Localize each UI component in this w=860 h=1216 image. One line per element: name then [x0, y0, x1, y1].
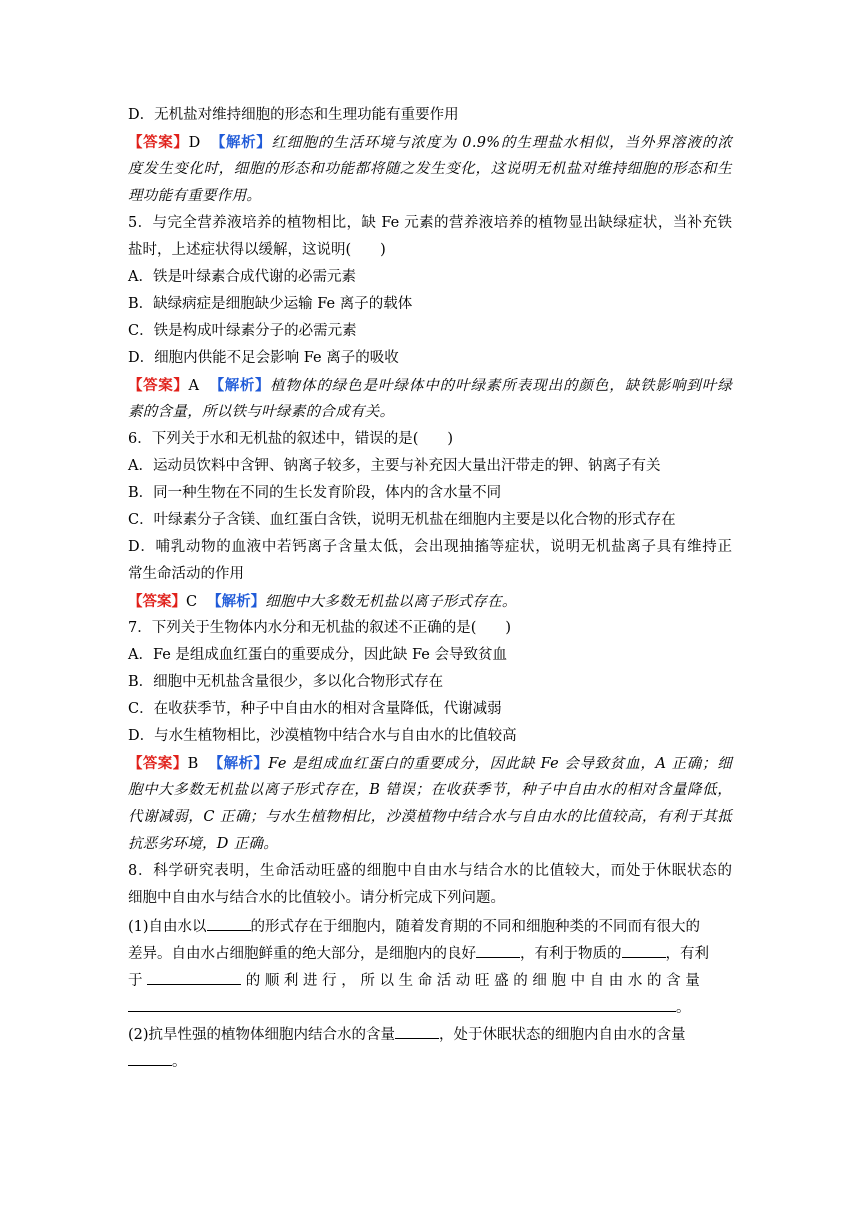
analysis-label: 【解析】 — [207, 593, 266, 610]
analysis-label: 【解析】 — [208, 377, 271, 394]
text-line — [128, 480, 732, 507]
text-line — [128, 345, 732, 372]
line-text: 8．科学研究表明，生命活动旺盛的细胞中自由水与结合水的比值较大，而处于休眠状态的 — [128, 863, 732, 879]
analysis-text: 代谢减弱，C 正确；与水生植物相比，沙漠植物中结合水与自由水的比值较高，有利于其抵 — [128, 809, 732, 825]
answer-blank[interactable] — [147, 966, 241, 985]
analysis-text: 抗恶劣环境，D 正确。 — [128, 836, 279, 852]
text-line — [128, 777, 732, 804]
answer-label: 【答案】 — [128, 134, 189, 151]
text-line — [128, 156, 732, 183]
text-line — [128, 453, 732, 480]
text-line — [128, 210, 732, 237]
analysis-text: Fe 是组成血红蛋白的重要成分，因此缺 Fe 会导致贫血，A 正确；细 — [268, 756, 733, 772]
text-line — [128, 399, 732, 426]
q8-line-1: (1)自由水以 的形式存在于细胞内，随着发育期的不同和细胞种类的不同而有很大的 — [128, 912, 732, 939]
text-line — [128, 183, 732, 210]
answer-value: B — [187, 756, 199, 772]
q8-line-3: 于 的 顺 利 进 行 ， 所 以 生 命 活 动 旺 盛 的 细 胞 中 自 由 水 的 含 量 — [128, 966, 732, 993]
answer-blank[interactable] — [622, 939, 666, 958]
line-text: B．缺绿病症是细胞缺少运输 Fe 离子的载体 — [128, 296, 413, 312]
answer-label: 【答案】 — [128, 593, 186, 610]
text-line — [128, 615, 732, 642]
text-line — [128, 426, 732, 453]
line-text: D．与水生植物相比，沙漠植物中结合水与自由水的比值较高 — [128, 728, 517, 744]
analysis-text: 胞中大多数无机盐以离子形式存在，B 错误；在收获季节，种子中自由水的相对含量降低， — [128, 782, 732, 798]
question-8-fill-blanks — [128, 912, 732, 1074]
answer-blank[interactable] — [128, 1047, 172, 1066]
line-text: B．细胞中无机盐含量很少，多以化合物形式存在 — [128, 674, 444, 690]
line-text: B．同一种生物在不同的生长发育阶段，体内的含水量不同 — [128, 485, 502, 501]
line-text: C．叶绿素分子含镁、血红蛋白含铁，说明无机盐在细胞内主要是以化合物的形式存在 — [128, 512, 676, 528]
analysis-label: 【解析】 — [208, 755, 269, 772]
analysis-text: 素的含量，所以铁与叶绿素的合成有关。 — [128, 404, 395, 420]
answer-label: 【答案】 — [128, 755, 188, 772]
q8-line-6: 。 — [128, 1047, 732, 1074]
answer-blank[interactable] — [207, 912, 251, 931]
answer-blank[interactable] — [476, 939, 520, 958]
text-line — [128, 264, 732, 291]
answer-value: D — [188, 135, 201, 151]
text-line — [128, 858, 732, 885]
text-line — [128, 588, 732, 615]
analysis-text: 度发生变化时，细胞的形态和功能都将随之发生变化，这说明无机盐对维持细胞的形态和生 — [128, 161, 732, 177]
line-text: D．细胞内供能不足会影响 Fe 离子的吸收 — [128, 350, 399, 366]
text-line — [128, 696, 732, 723]
line-text: 常生命活动的作用 — [128, 566, 244, 582]
question-text-block — [128, 102, 732, 912]
text-line — [128, 291, 732, 318]
line-text: C．在收获季节，种子中自由水的相对含量降低，代谢减弱 — [128, 701, 502, 717]
line-text: 细胞中自由水与结合水的比值较小。请分析完成下列问题。 — [128, 890, 505, 906]
line-text: D．无机盐对维持细胞的形态和生理功能有重要作用 — [128, 107, 459, 123]
line-text: 5．与完全营养液培养的植物相比，缺 Fe 元素的营养液培养的植物显出缺绿症状，当补充铁 — [128, 215, 732, 231]
analysis-text: 红细胞的生活环境与浓度为 0.9%的生理盐水相似，当外界溶液的浓 — [271, 135, 733, 151]
text-line — [128, 723, 732, 750]
answer-value: C — [186, 594, 198, 610]
q8-line-5: (2)抗旱性强的植物体细胞内结合水的含量 ，处于休眠状态的细胞内自由水的含量 — [128, 1020, 732, 1047]
text-line — [128, 669, 732, 696]
text-line — [128, 831, 732, 858]
line-text: A．Fe 是组成血红蛋白的重要成分，因此缺 Fe 会导致贫血 — [128, 647, 507, 663]
text-line — [128, 642, 732, 669]
line-text: 7．下列关于生物体内水分和无机盐的叙述不正确的是( ) — [128, 620, 512, 636]
line-text: A．运动员饮料中含钾、钠离子较多，主要与补充因大量出汗带走的钾、钠离子有关 — [128, 458, 661, 474]
answer-blank[interactable] — [395, 1020, 439, 1039]
text-line — [128, 534, 732, 561]
line-text: 6．下列关于水和无机盐的叙述中，错误的是( ) — [128, 431, 454, 447]
analysis-text: 植物体的绿色是叶绿体中的叶绿素所表现出的颜色，缺铁影响到叶绿 — [270, 378, 733, 394]
text-line — [128, 318, 732, 345]
text-line — [128, 804, 732, 831]
line-text: A．铁是叶绿素合成代谢的必需元素 — [128, 269, 356, 285]
line-text: 盐时，上述症状得以缓解，这说明( ) — [128, 242, 386, 258]
text-line — [128, 750, 732, 777]
answer-blank-long[interactable] — [128, 993, 676, 1012]
q8-line-2: 差异。自由水占细胞鲜重的绝大部分，是细胞内的良好 ，有利于物质的 ，有利 — [128, 939, 732, 966]
text-line — [128, 561, 732, 588]
q8-line-4: 。 — [128, 993, 732, 1020]
analysis-label: 【解析】 — [210, 134, 272, 151]
line-text: D．哺乳动物的血液中若钙离子含量太低，会出现抽搐等症状，说明无机盐离子具有维持正 — [128, 539, 732, 555]
text-line — [128, 129, 732, 156]
text-line — [128, 237, 732, 264]
text-line — [128, 372, 732, 399]
analysis-text: 细胞中大多数无机盐以离子形式存在。 — [265, 594, 517, 610]
line-text: C．铁是构成叶绿素分子的必需元素 — [128, 323, 357, 339]
document-page — [128, 102, 732, 1074]
text-line — [128, 507, 732, 534]
text-line — [128, 102, 732, 129]
analysis-text: 理功能有重要作用。 — [128, 188, 262, 204]
answer-value: A — [188, 378, 199, 394]
text-line — [128, 885, 732, 912]
answer-label: 【答案】 — [128, 377, 189, 394]
